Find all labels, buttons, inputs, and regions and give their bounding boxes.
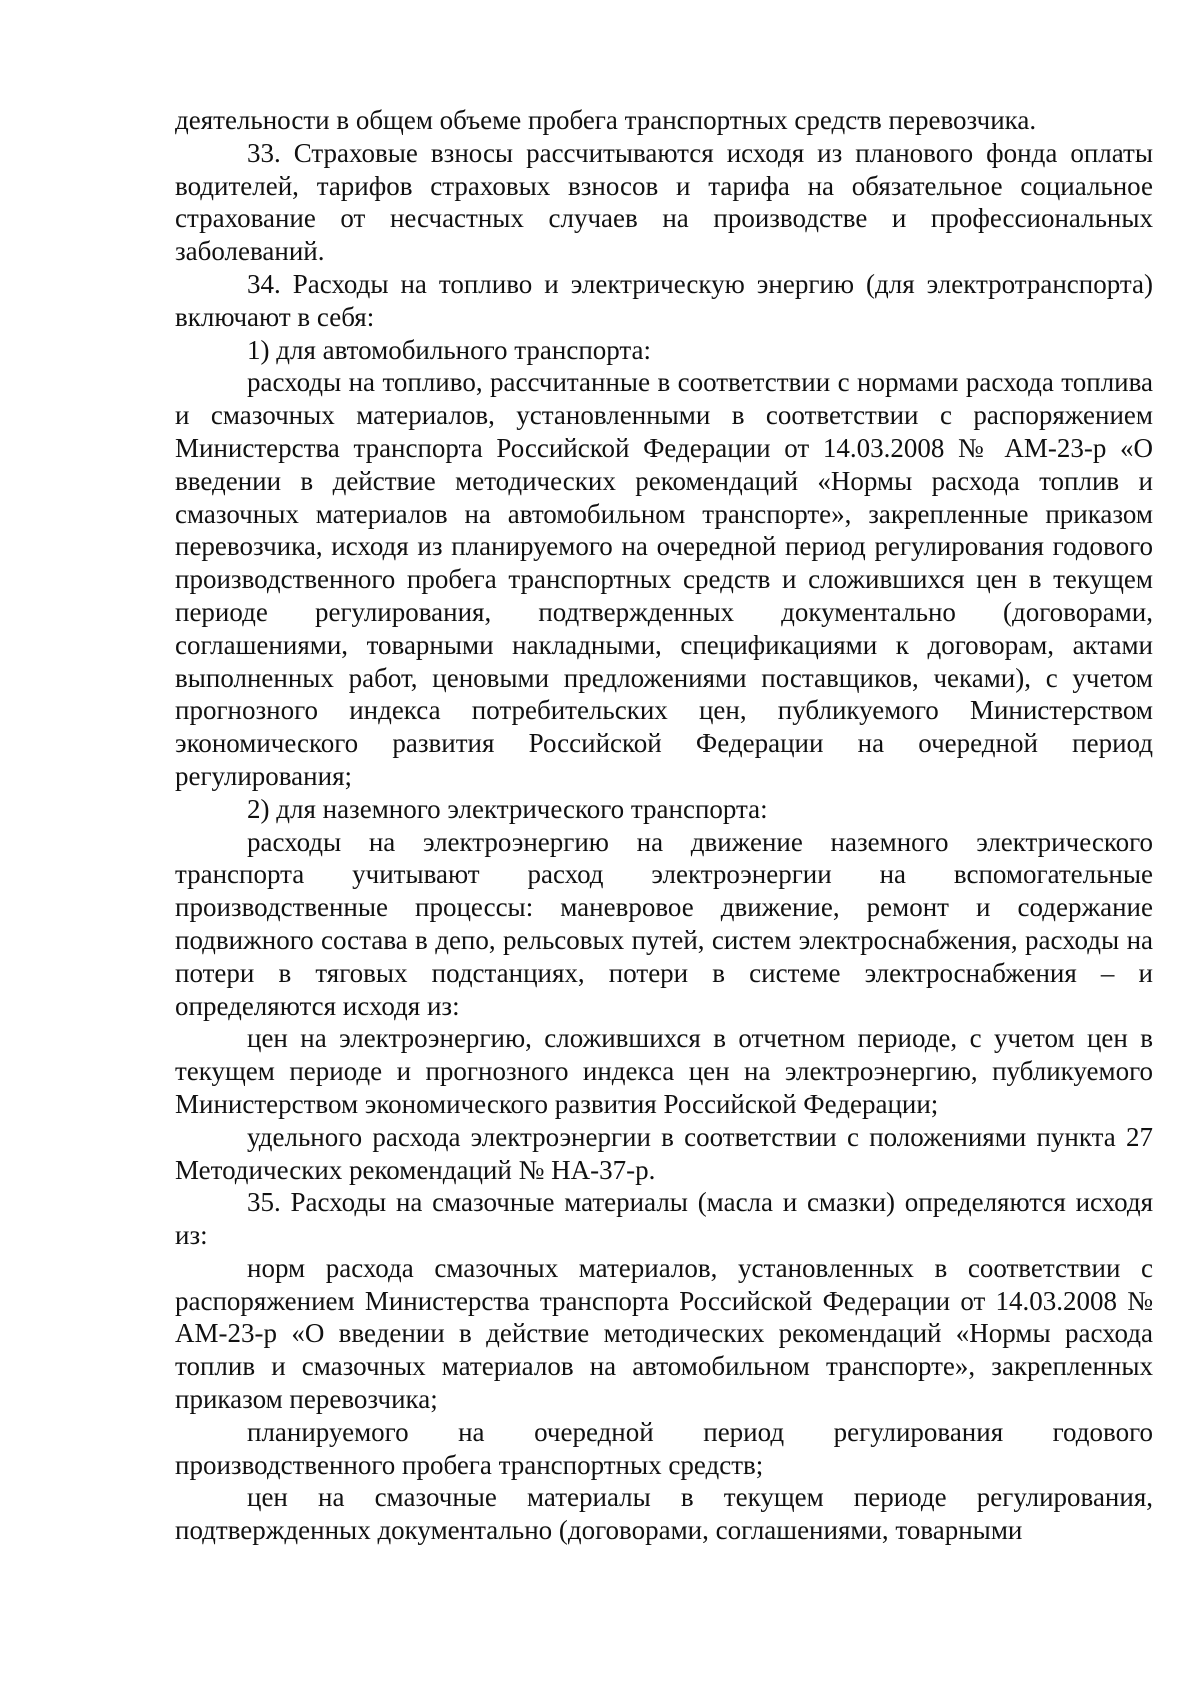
paragraph-fuel-costs: расходы на топливо, рассчитанные в соответствии с нормами расхода топлива и смазочных материалов, установленными в соответствии с распоряжением Министерства транспорта Российской Федерации от 14.03.2008 № АМ-23-р «О введении в действие методических рекомендаций «Нормы расхода топлив и смазочных материалов на автомобильном транспорте», закрепленные приказом перевозчика, исходя из планируемого на очередной период регулирования годового производственного пробега транспортных средств и сложившихся цен в текущем периоде регулирования, подтвержденных документально (договорами, соглашениями, товарными накладными, спецификациями к договорам, актами выполненных работ, ценовыми предложениями поставщиков, чеками), с учетом прогнозного индекса потребительских цен, публикуемого Министерством экономического развития Российской Федерации на очередной период регулирования; (175, 367, 1153, 791)
paragraph-subitem-2: 2) для наземного электрического транспорта: (247, 793, 768, 824)
paragraph-continuation: деятельности в общем объеме пробега транспортных средств перевозчика. (175, 105, 1037, 135)
paragraph-item-34: 34. Расходы на топливо и электрическую энергию (для электротранспорта) включают в себя: (175, 268, 1153, 332)
paragraph-item-35: 35. Расходы на смазочные материалы (масла и смазки) определяются исходя из: (175, 1187, 1153, 1251)
paragraph-planned-mileage: планируемого на очередной период регулирования годового производственного пробега транспортных средств; (175, 1416, 1153, 1480)
paragraph-subitem-1: 1) для автомобильного транспорта: (247, 334, 652, 365)
paragraph-lubricant-norms: норм расхода смазочных материалов, установленных в соответствии с распоряжением Министерства транспорта Российской Федерации от 14.03.2008 № АМ-23-р «О введении в действие методических рекомендаций «Нормы расхода топлив и смазочных материалов на автомобильном транспорте», закрепленных приказом перевозчика; (175, 1252, 1153, 1415)
paragraph-electricity-prices: цен на электроэнергию, сложившихся в отчетном периоде, с учетом цен в текущем периоде и прогнозного индекса цен на электроэнергию, публикуемого Министерством экономического развития Российской Федерации; (175, 1023, 1153, 1119)
paragraph-specific-consumption: удельного расхода электроэнергии в соответствии с положениями пункта 27 Методических рекомендаций № НА-37-р. (175, 1121, 1153, 1185)
paragraph-electricity-costs: расходы на электроэнергию на движение наземного электрического транспорта учитывают расход электроэнергии на вспомогательные производственные процессы: маневровое движение, ремонт и содержание подвижного состава в депо, рельсовых путей, систем электроснабжения, расходы на потери в тяговых подстанциях, потери в системе электроснабжения – и определяются исходя из: (175, 826, 1153, 1021)
document-page (175, 104, 1153, 1547)
paragraph-lubricant-prices: цен на смазочные материалы в текущем периоде регулирования, подтвержденных документально (договорами, соглашениями, товарными (175, 1482, 1153, 1546)
paragraph-item-33: 33. Страховые взносы рассчитываются исходя из планового фонда оплаты водителей, тарифов страховых взносов и тарифа на обязательное социальное страхование от несчастных случаев на производстве и профессиональных заболеваний. (175, 137, 1153, 267)
